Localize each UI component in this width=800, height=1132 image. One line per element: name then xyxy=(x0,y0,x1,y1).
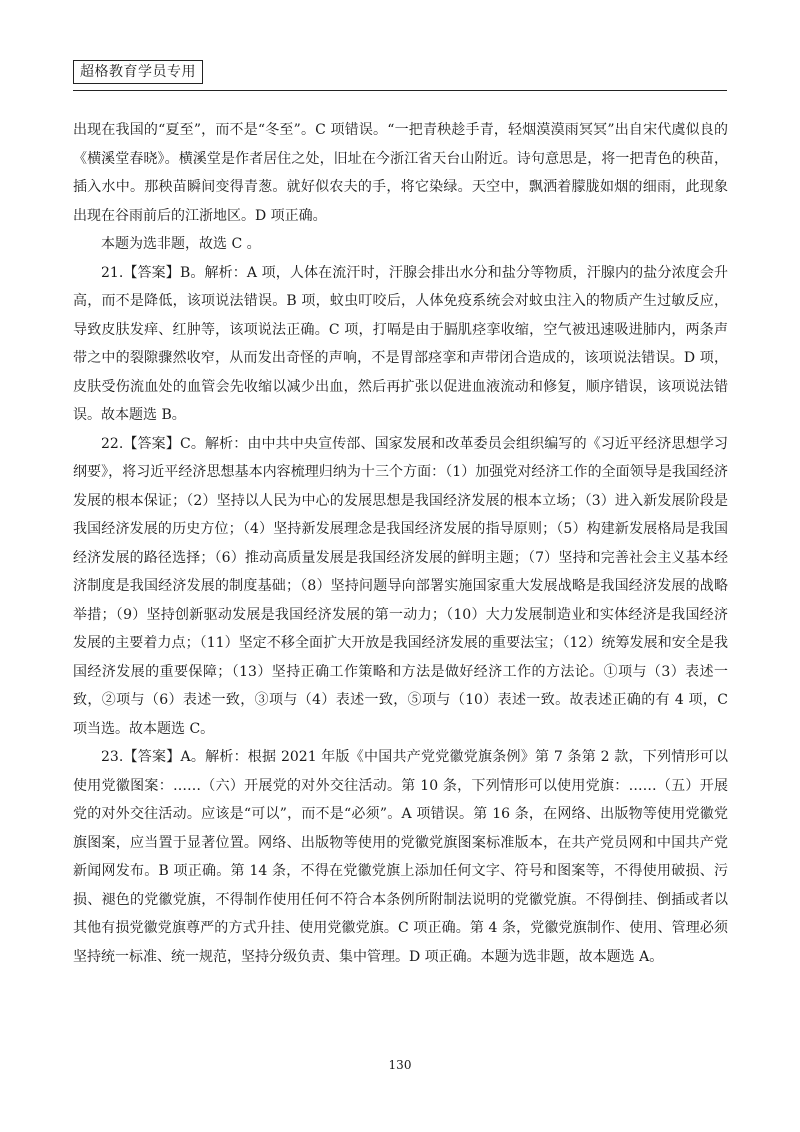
paragraph-continuation: 出现在我国的“夏至”，而不是“冬至”。C 项错误。“一把青秧趁手青，轻烟漠漠雨冥冥”出自宋代虞似良的《横溪堂春晓》。横溪堂是作者居住之处，旧址在今浙江省天台山附近。诗句意思是，将一把青色的秧苗，插入水中。那秧苗瞬间变得青葱。就好似农夫的手，将它染绿。天空中，飘洒着朦胧如烟的细雨，此现象出现在谷雨前后的江浙地区。D 项正确。 xyxy=(73,122,728,224)
header-tag: 超格教育学员专用 xyxy=(73,60,203,84)
header-rule xyxy=(73,90,727,91)
page-number: 130 xyxy=(388,1058,412,1072)
paragraph-answer-22: 22.【答案】C。解析：由中共中央宣传部、国家发展和改革委员会组织编写的《习近平经济思想学习纲要》，将习近平经济思想基本内容梳理归纳为十三个方面：（1）加强党对经济工作的全面领导是我国经济发展的根本保证；（2）坚持以人民为中心的发展思想是我国经济发展的根本立场；（3）进入新发展阶段是我国经济发展的历史方位；（4）坚持新发展理念是我国经济发展的指导原则；（5）构建新发展格局是我国经济发展的路径选择；（6）推动高质量发展是我国经济发展的鲜明主题；（7）坚持和完善社会主义基本经济制度是我国经济发展的制度基础；（8）坚持问题导向部署实施国家重大发展战略是我国经济发展的战略举措；（9）坚持创新驱动发展是我国经济发展的第一动力；（10）大力发展制造业和实体经济是我国经济发展的主要着力点；（11）坚定不移全面扩大开放是我国经济发展的重要法宝；（12）统筹发展和安全是我国经济发展的重要保障；（13）坚持正确工作策略和方法是做好经济工作的方法论。①项与（3）表述一致，②项与（6）表述一致，③项与（4）表述一致，⑤项与（10）表述一致。故表述正确的有 4 项，C 项当选。故本题选 C。 xyxy=(73,435,728,737)
paragraph-conclusion-20: 本题为选非题，故选 C 。 xyxy=(101,236,261,252)
paragraph-answer-23: 23.【答案】A。解析：根据 2021 年版《中国共产党党徽党旗条例》第 7 条第 2 款，下列情形可以使用党徽图案：……（六）开展党的对外交往活动。第 10 条，下列情形可以使用党旗：……（五）开展党的对外交往活动。应该是“可以”，而不是“必须”。A 项错误。第 16 条，在网络、出版物等使用党徽党旗图案，应当置于显著位置。网络、出版物等使用的党徽党旗图案标准版本，在共产党员网和中国共产党新闻网发布。B 项正确。第 14 条，不得在党徽党旗上添加任何文字、符号和图案等，不得使用破损、污损、褪色的党徽党旗，不得制作使用任何不符合本条例所附制法说明的党徽党旗。不得倒挂、倒插或者以其他有损党徽党旗尊严的方式升挂、使用党徽党旗。C 项正确。第 4 条，党徽党旗制作、使用、管理必须坚持统一标准、统一规范，坚持分级负责、集中管理。D 项正确。本题为选非题，故本题选 A。 xyxy=(73,749,728,965)
paragraph-answer-21: 21.【答案】B。解析：A 项，人体在流汗时，汗腺会排出水分和盐分等物质，汗腺内的盐分浓度会升高，而不是降低，该项说法错误。B 项，蚊虫叮咬后，人体免疫系统会对蚊虫注入的物质产生过敏反应，导致皮肤发痒、红肿等，该项说法正确。C 项，打嗝是由于膈肌痉挛收缩，空气被迅速吸进肺内，两条声带之中的裂隙骤然收窄，从而发出奇怪的声响，不是胃部痉挛和声带闭合造成的，该项说法错误。D 项，皮肤受伤流血处的血管会先收缩以减少出血，然后再扩张以促进血液流动和修复，顺序错误，该项说法错误。故本题选 B。 xyxy=(73,264,728,423)
document-body xyxy=(73,116,728,971)
